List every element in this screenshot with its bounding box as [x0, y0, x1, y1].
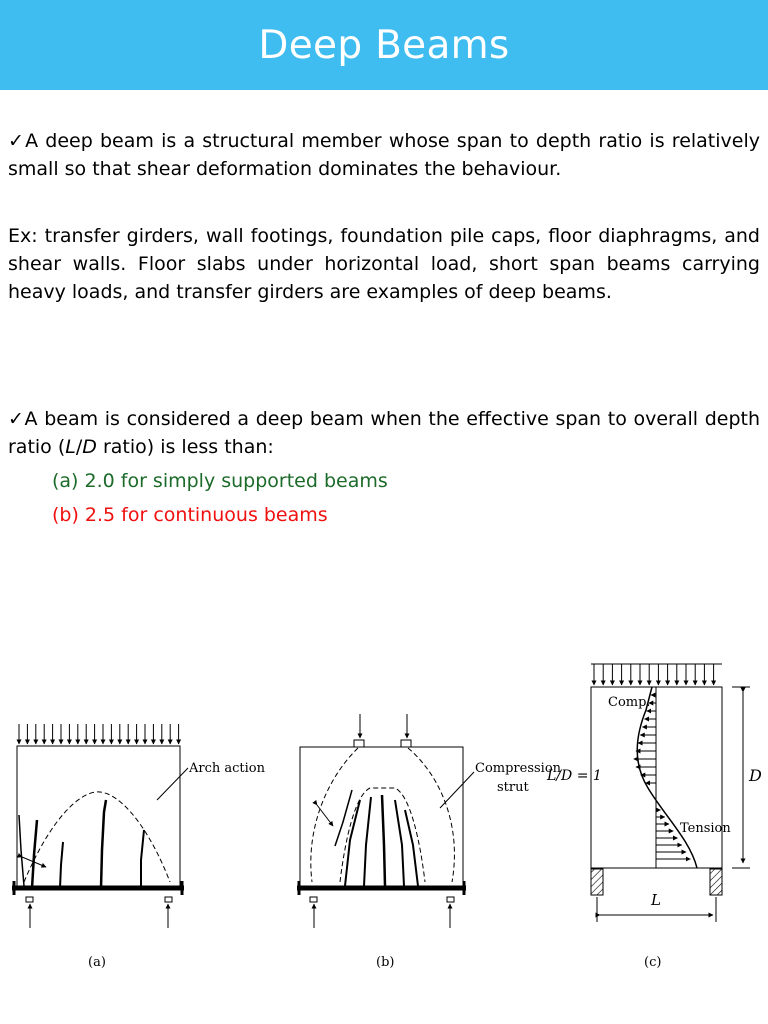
strut-label: strut	[497, 780, 529, 795]
symbol-L: L	[65, 436, 76, 458]
arch-action-label: Arch action	[189, 761, 266, 776]
caption-b: (b)	[376, 955, 395, 970]
caption-a: (a)	[88, 955, 106, 970]
arch-leader	[157, 768, 188, 800]
symbol-slash: /	[75, 436, 83, 458]
arch-line	[24, 792, 170, 882]
beam-b-outline	[300, 747, 463, 886]
figure-c	[546, 664, 762, 970]
criterion-simply-supported: (a) 2.0 for simply supported beams	[52, 470, 388, 492]
span-label: L	[651, 891, 661, 909]
compression-label: Compression	[475, 761, 562, 776]
criterion-continuous: (b) 2.5 for continuous beams	[52, 504, 328, 526]
check-icon: ✓	[8, 130, 26, 152]
slide-title: Deep Beams	[258, 22, 510, 68]
bullet-definition	[8, 127, 760, 183]
figure-a	[12, 724, 266, 970]
tension-label: Tension	[680, 821, 731, 836]
examples-paragraph: Ex: transfer girders, wall footings, foundation pile caps, floor diaphragms, and shear walls. Floor slabs under horizontal load, short span beams carrying heavy loads, and transfer girders are examples of deep beams.	[8, 225, 760, 303]
deep-beam-figure	[0, 650, 768, 980]
comp-label: Comp.	[608, 695, 651, 710]
figure-b	[297, 714, 562, 970]
title-bar	[0, 0, 768, 90]
stress-curve	[637, 687, 697, 868]
bullet-criterion	[8, 405, 760, 461]
caption-c: (c)	[644, 955, 662, 970]
check-icon: ✓	[8, 408, 25, 430]
distributed-load-arrows-c	[594, 664, 714, 685]
ld-ratio-label: L/D = 1	[547, 768, 602, 784]
symbol-D: D	[82, 436, 97, 458]
definition-text: A deep beam is a structural member whose span to depth ratio is relatively small so that shear deformation dominates the behaviour.	[8, 130, 760, 180]
distributed-load-arrows	[19, 724, 179, 744]
criterion-text-before: A beam is considered a deep beam when the effective span to overall depth ratio (	[8, 408, 761, 458]
depth-label: D	[749, 766, 762, 785]
criterion-text-after: ratio) is less than:	[96, 436, 274, 458]
